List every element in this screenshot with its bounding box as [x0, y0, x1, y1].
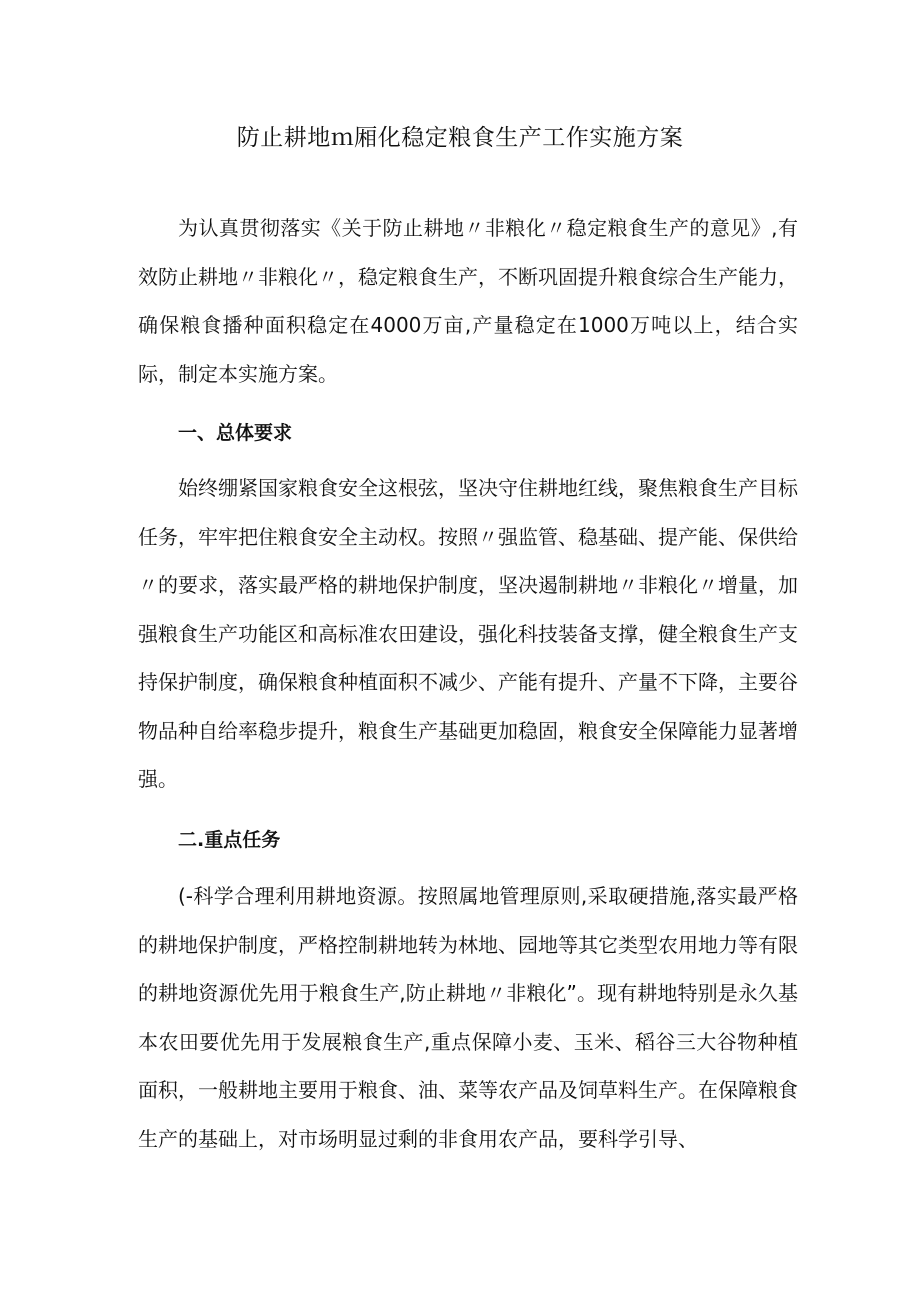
requirements-paragraph: 始终绷紧国家粮食安全这根弦，坚决守住耕地红线，聚焦粮食生产目标任务，牢牢把住粮食安全主动权。按照〃强监管、稳基础、提产能、保供给〃的要求，落实最严格的耕地保护制度，坚决遏制耕地〃非粮化〃增量，加强粮食生产功能区和高标准农田建设，强化科技装备支撑，健全粮食生产支持保护制度，确保粮食种植面积不减少、产能有提升、产量不下降，主要谷物品种自给率稳步提升，粮食生产基础更加稳固，粮食安全保障能力显著增强。: [138, 476, 798, 791]
section-heading-tasks: 二.重点任务: [178, 829, 281, 851]
intro-paragraph: 为认真贯彻落实《关于防止耕地〃非粮化〃稳定粮食生产的意见》,有效防止耕地〃非粮化〃，稳定粮食生产，不断巩固提升粮食综合生产能力，确保粮食播种面积稳定在4000万亩,产量稳定在1000万吨以上，结合实际，制定本实施方案。: [138, 216, 798, 386]
section-heading-requirements: 一、总体要求: [178, 422, 293, 444]
document-title: 防止耕地ｍ厢化稳定粮食生产工作实施方案: [236, 125, 684, 151]
task-paragraph: (-科学合理利用耕地资源。按照属地管理原则,采取硬措施,落实最严格的耕地保护制度，严格控制耕地转为林地、园地等其它类型农用地力等有限的耕地资源优先用于粮食生产,防止耕地〃非粮化”。现有耕地特别是永久基本农田要优先用于发展粮食生产,重点保障小麦、玉米、稻谷三大谷物种植面积，一般耕地主要用于粮食、油、菜等农产品及饲草料生产。在保障粮食生产的基础上，对市场明显过剩的非食用农产品，要科学引导、: [138, 884, 798, 1151]
